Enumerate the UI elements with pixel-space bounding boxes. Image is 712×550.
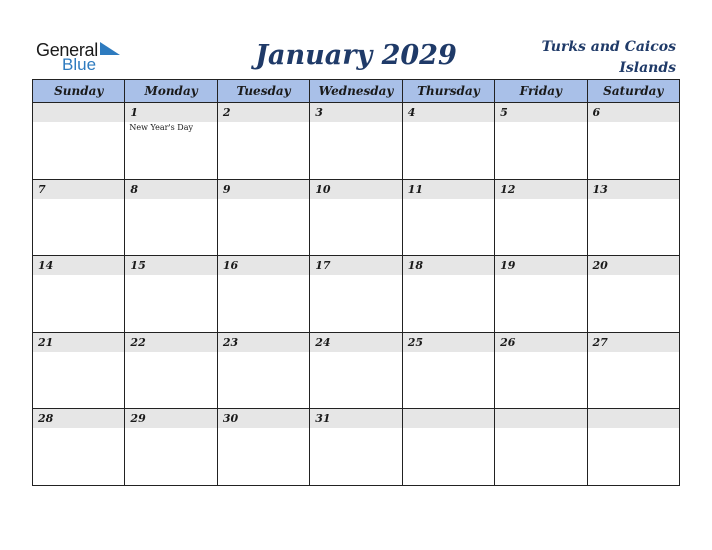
day-number: 15 <box>125 256 216 275</box>
day-number <box>588 409 679 428</box>
holiday-label <box>588 428 679 429</box>
week-row <box>33 333 679 410</box>
day-cell <box>125 409 217 486</box>
day-number: 21 <box>33 333 124 352</box>
holiday-label <box>125 428 216 429</box>
holiday-label <box>403 352 494 353</box>
day-number: 9 <box>218 180 309 199</box>
day-number: 12 <box>495 180 586 199</box>
holiday-label <box>403 122 494 123</box>
calendar-grid <box>32 79 680 486</box>
weekday-header: Thursday <box>403 80 495 102</box>
day-cell <box>310 103 402 179</box>
day-cell <box>588 103 679 179</box>
holiday-label <box>125 275 216 276</box>
day-cell <box>125 103 217 179</box>
day-cell <box>310 256 402 332</box>
holiday-label <box>495 199 586 200</box>
holiday-label <box>588 275 679 276</box>
holiday-label <box>310 428 401 429</box>
day-cell <box>495 333 587 409</box>
day-cell <box>125 180 217 256</box>
holiday-label <box>33 199 124 200</box>
day-cell <box>495 103 587 179</box>
holiday-label <box>310 199 401 200</box>
country-name: Turks and Caicos Islands <box>541 39 676 76</box>
holiday-label <box>310 352 401 353</box>
weekday-header: Sunday <box>33 80 125 102</box>
day-cell <box>33 103 125 179</box>
day-number: 4 <box>403 103 494 122</box>
day-cell <box>218 409 310 486</box>
day-cell <box>403 409 495 486</box>
day-number: 23 <box>218 333 309 352</box>
weekday-header: Saturday <box>603 84 664 98</box>
day-cell <box>125 333 217 409</box>
day-number: 13 <box>588 180 679 199</box>
day-cell <box>403 256 495 332</box>
holiday-label <box>495 275 586 276</box>
day-cell <box>495 180 587 256</box>
week-row <box>33 103 679 180</box>
holiday-label <box>33 275 124 276</box>
day-cell <box>403 333 495 409</box>
day-number: 14 <box>33 256 124 275</box>
day-number <box>33 103 124 122</box>
day-number: 5 <box>495 103 586 122</box>
holiday-label <box>588 199 679 200</box>
day-cell <box>218 256 310 332</box>
holiday-label <box>403 428 494 429</box>
holiday-label <box>588 122 679 123</box>
day-number: 29 <box>125 409 216 428</box>
day-number <box>495 409 586 428</box>
holiday-label <box>310 122 401 123</box>
holiday-label <box>218 428 309 429</box>
day-number: 24 <box>310 333 401 352</box>
day-number: 30 <box>218 409 309 428</box>
holiday-label <box>218 275 309 276</box>
day-number: 26 <box>495 333 586 352</box>
day-cell <box>33 180 125 256</box>
holiday-label <box>218 352 309 353</box>
holiday-label <box>33 352 124 353</box>
holiday-label <box>33 428 124 429</box>
day-number: 1 <box>125 103 216 122</box>
day-number: 3 <box>310 103 401 122</box>
day-number: 8 <box>125 180 216 199</box>
day-cell <box>403 103 495 179</box>
day-number: 22 <box>125 333 216 352</box>
day-cell <box>310 180 402 256</box>
holiday-label <box>403 275 494 276</box>
day-cell <box>310 333 402 409</box>
day-number: 28 <box>33 409 124 428</box>
calendar-title: January 2029 <box>255 40 457 71</box>
day-cell <box>495 256 587 332</box>
weekday-header: Wednesday <box>310 80 402 102</box>
holiday-label <box>495 352 586 353</box>
day-cell <box>310 409 402 486</box>
holiday-label <box>403 199 494 200</box>
holiday-label <box>310 275 401 276</box>
holiday-label: New Year's Day <box>129 123 194 132</box>
day-cell <box>403 180 495 256</box>
weekday-header: Tuesday <box>218 80 310 102</box>
logo-text-general: General <box>36 40 98 60</box>
weekday-header: Friday <box>495 80 587 102</box>
day-cell <box>588 333 679 409</box>
day-cell <box>125 256 217 332</box>
holiday-label <box>495 428 586 429</box>
day-cell <box>218 180 310 256</box>
weekday-header-row <box>33 80 679 103</box>
day-number: 17 <box>310 256 401 275</box>
holiday-label <box>588 352 679 353</box>
holiday-label <box>33 122 124 123</box>
day-number: 2 <box>218 103 309 122</box>
holiday-label <box>125 199 216 200</box>
day-cell <box>588 409 679 486</box>
day-number: 19 <box>495 256 586 275</box>
day-number: 25 <box>403 333 494 352</box>
holiday-label <box>218 199 309 200</box>
day-cell <box>588 256 679 332</box>
day-number: 11 <box>403 180 494 199</box>
week-row <box>33 256 679 333</box>
day-number: 6 <box>588 103 679 122</box>
holiday-label <box>125 352 216 353</box>
day-cell <box>33 256 125 332</box>
day-number: 20 <box>588 256 679 275</box>
day-cell <box>495 409 587 486</box>
week-row <box>33 409 679 486</box>
day-cell <box>588 180 679 256</box>
day-number: 31 <box>310 409 401 428</box>
day-number: 7 <box>33 180 124 199</box>
holiday-label <box>218 122 309 123</box>
day-cell <box>218 333 310 409</box>
day-number: 10 <box>310 180 401 199</box>
day-number: 27 <box>588 333 679 352</box>
day-cell <box>33 409 125 486</box>
day-cell <box>218 103 310 179</box>
day-number: 18 <box>403 256 494 275</box>
day-number: 16 <box>218 256 309 275</box>
day-number <box>403 409 494 428</box>
logo-text-blue: Blue <box>62 55 97 74</box>
holiday-label <box>495 122 586 123</box>
day-cell <box>33 333 125 409</box>
week-row <box>33 180 679 257</box>
weekday-header: Monday <box>125 80 217 102</box>
